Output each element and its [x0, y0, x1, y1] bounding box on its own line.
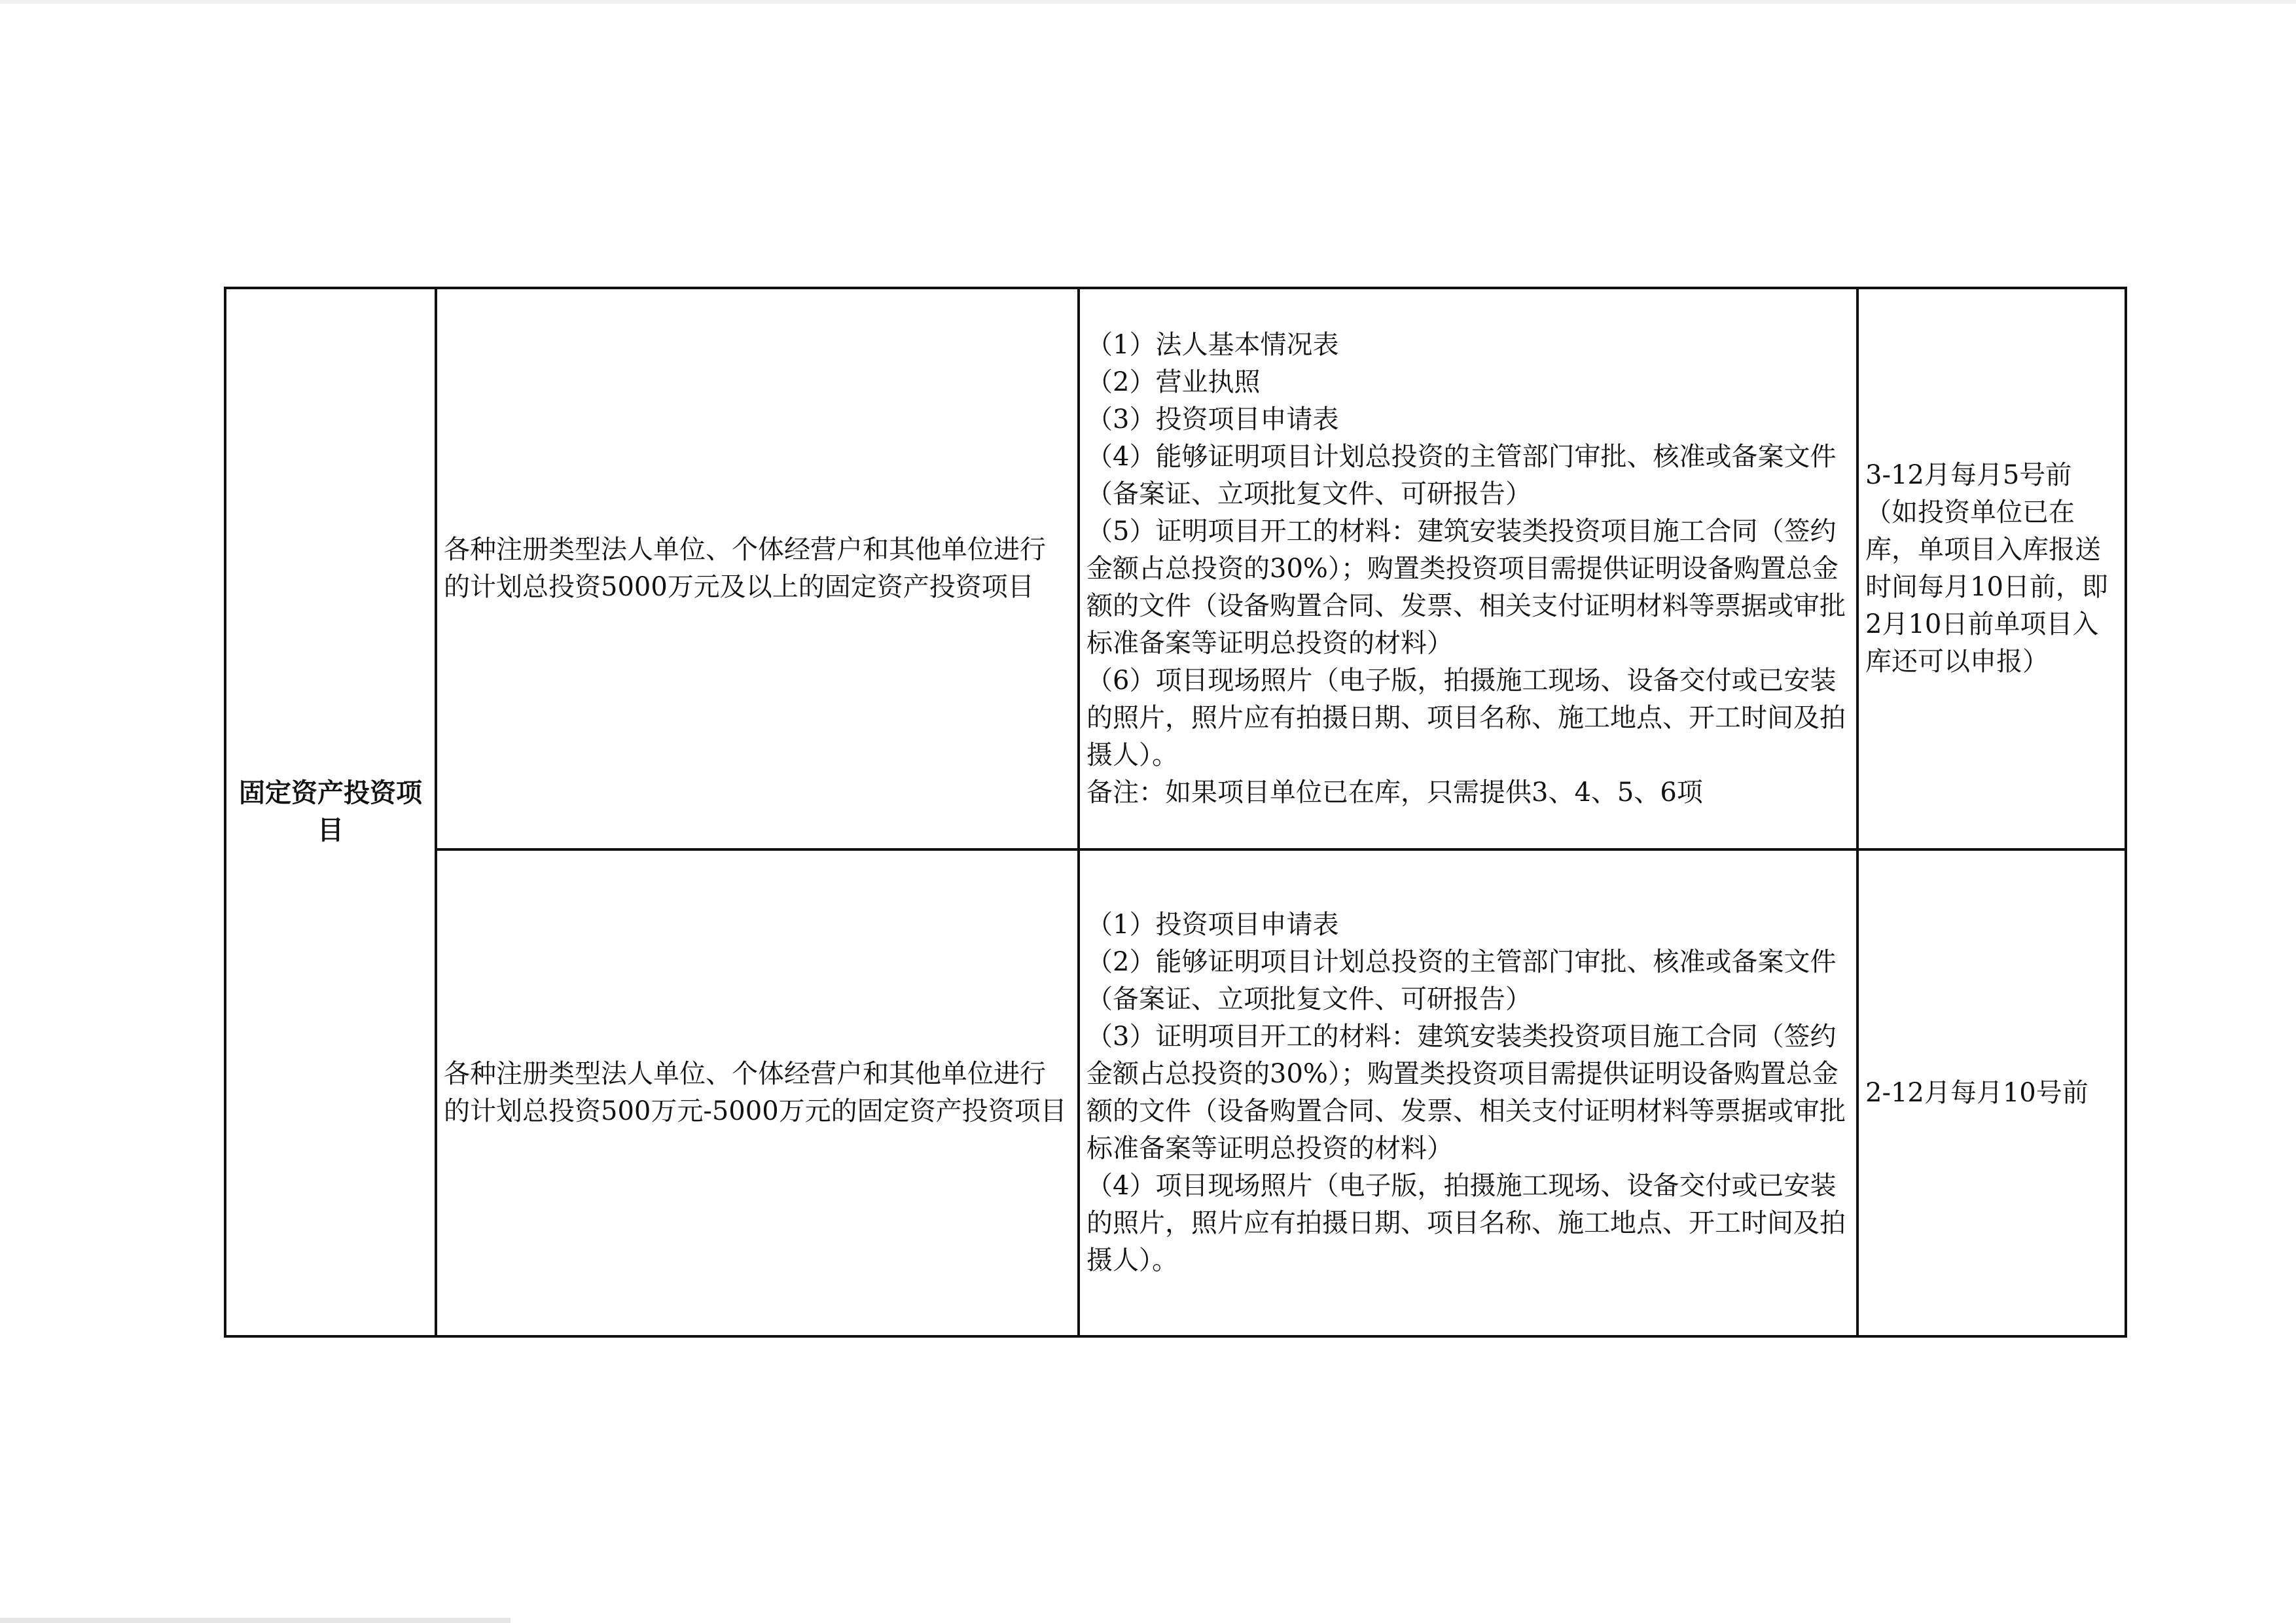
time-cell: 2-12月每月10号前 [1857, 849, 2126, 1336]
scan-edge-bottom [0, 1618, 511, 1623]
material-item: （2）能够证明项目计划总投资的主管部门审批、核准或备案文件（备案证、立项批复文件、可研报告） [1086, 947, 1837, 1014]
time-cell: 3-12月每月5号前（如投资单位已在库，单项目入库报送时间每月10日前，即2月10日前单项目入库还可以申报） [1857, 288, 2126, 849]
material-item: （1）投资项目申请表 [1086, 910, 1339, 940]
table-row [225, 288, 2126, 849]
scan-edge-top [0, 0, 2296, 4]
table-row [225, 849, 2126, 1336]
material-item: （1）法人基本情况表 [1086, 329, 1339, 360]
material-item: （2）营业执照 [1086, 366, 1261, 397]
category-cell: 固定资产投资项目 [225, 288, 436, 1336]
material-item: （5）证明项目开工的材料：建筑安装类投资项目施工合同（签约金额占总投资的30%）；购置类投资项目需提供证明设备购置总金额的文件（设备购置合同、发票、相关支付证明材料等票据或审批标准备案等证明总投资的材料） [1086, 516, 1846, 658]
scope-cell: 各种注册类型法人单位、个体经营户和其他单位进行的计划总投资500万元-5000万元的固定资产投资项目 [436, 849, 1079, 1336]
material-note: 备注：如果项目单位已在库，只需提供3、4、5、6项 [1086, 777, 1703, 808]
material-item: （3）证明项目开工的材料：建筑安装类投资项目施工合同（签约金额占总投资的30%）；购置类投资项目需提供证明设备购置总金额的文件（设备购置合同、发票、相关支付证明材料等票据或审批标准备案等证明总投资的材料） [1086, 1022, 1846, 1164]
material-item: （4）项目现场照片（电子版，拍摄施工现场、设备交付或已安装的照片，照片应有拍摄日期、项目名称、施工地点、开工时间及拍摄人）。 [1086, 1171, 1846, 1275]
requirements-table [224, 287, 2127, 1338]
materials-cell [1079, 849, 1857, 1336]
scope-cell: 各种注册类型法人单位、个体经营户和其他单位进行的计划总投资5000万元及以上的固定资产投资项目 [436, 288, 1079, 849]
materials-cell [1079, 288, 1857, 849]
material-item: （4）能够证明项目计划总投资的主管部门审批、核准或备案文件（备案证、立项批复文件、可研报告） [1086, 441, 1837, 509]
material-item: （6）项目现场照片（电子版，拍摄施工现场、设备交付或已安装的照片，照片应有拍摄日期、项目名称、施工地点、开工时间及拍摄人）。 [1086, 665, 1846, 770]
material-item: （3）投资项目申请表 [1086, 404, 1339, 435]
